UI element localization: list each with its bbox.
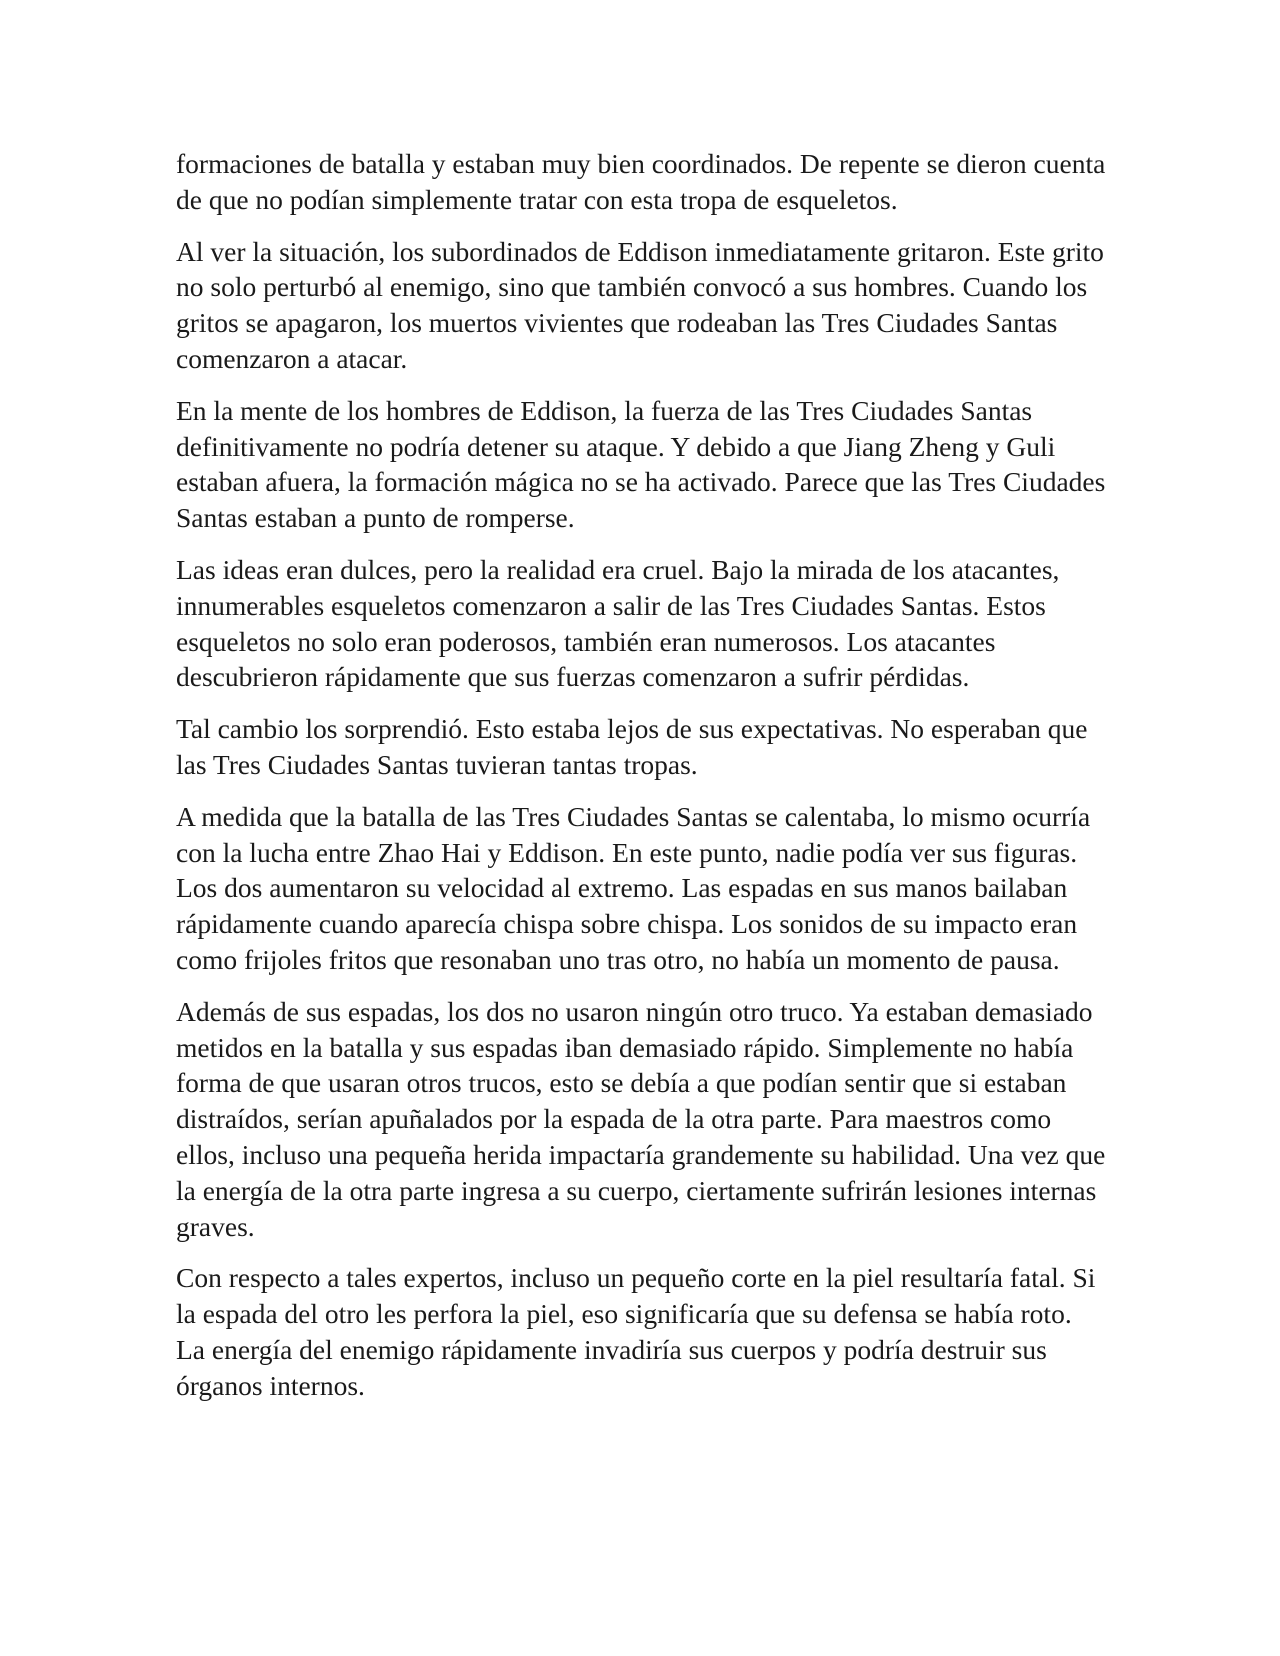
document-body	[176, 146, 1106, 1404]
paragraph-1: formaciones de batalla y estaban muy bien coordinados. De repente se dieron cuenta de que no podían simplemente tratar con esta tropa de esqueletos.	[176, 148, 1106, 215]
paragraph-5: Tal cambio los sorprendió. Esto estaba lejos de sus expectativas. No esperaban que las Tres Ciudades Santas tuvieran tantas tropas.	[176, 713, 1088, 780]
paragraph-6: A medida que la batalla de las Tres Ciudades Santas se calentaba, lo mismo ocurría con la lucha entre Zhao Hai y Eddison. En este punto, nadie podía ver sus figuras. Los dos aumentaron su velocidad al extremo. Las espadas en sus manos bailaban rápidamente cuando aparecía chispa sobre chispa. Los sonidos de su impacto eran como frijoles fritos que resonaban uno tras otro, no había un momento de pausa.	[176, 800, 1091, 975]
paragraph-8: Con respecto a tales expertos, incluso un pequeño corte en la piel resultaría fatal. Si la espada del otro les perfora la piel, eso significaría que su defensa se había roto. La energía del enemigo rápidamente invadiría sus cuerpos y podría destruir sus órganos internos.	[176, 1262, 1096, 1401]
paragraph-4: Las ideas eran dulces, pero la realidad era cruel. Bajo la mirada de los atacantes, innumerables esqueletos comenzaron a salir de las Tres Ciudades Santas. Estos esqueletos no solo eran poderosos, también eran numerosos. Los atacantes descubrieron rápidamente que sus fuerzas comenzaron a sufrir pérdidas.	[176, 553, 1060, 693]
paragraph-7: Además de sus espadas, los dos no usaron ningún otro truco. Ya estaban demasiado metidos en la batalla y sus espadas iban demasiado rápido. Simplemente no había forma de que usaran otros trucos, esto se debía a que podían sentir que si estaban distraídos, serían apuñalados por la espada de la otra parte. Para maestros como ellos, incluso una pequeña herida impactaría grandemente su habilidad. Una vez que la energía de la otra parte ingresa a su cuerpo, ciertamente sufrirán lesiones internas graves.	[176, 995, 1106, 1242]
paragraph-2: Al ver la situación, los subordinados de Eddison inmediatamente gritaron. Este grito no solo perturbó al enemigo, sino que también convocó a sus hombres. Cuando los gritos se apagaron, los muertos vivientes que rodeaban las Tres Ciudades Santas comenzaron a atacar.	[176, 235, 1104, 374]
paragraph-3: En la mente de los hombres de Eddison, la fuerza de las Tres Ciudades Santas definitivamente no podría detener su ataque. Y debido a que Jiang Zheng y Guli estaban afuera, la formación mágica no se ha activado. Parece que las Tres Ciudades Santas estaban a punto de romperse.	[176, 394, 1106, 534]
